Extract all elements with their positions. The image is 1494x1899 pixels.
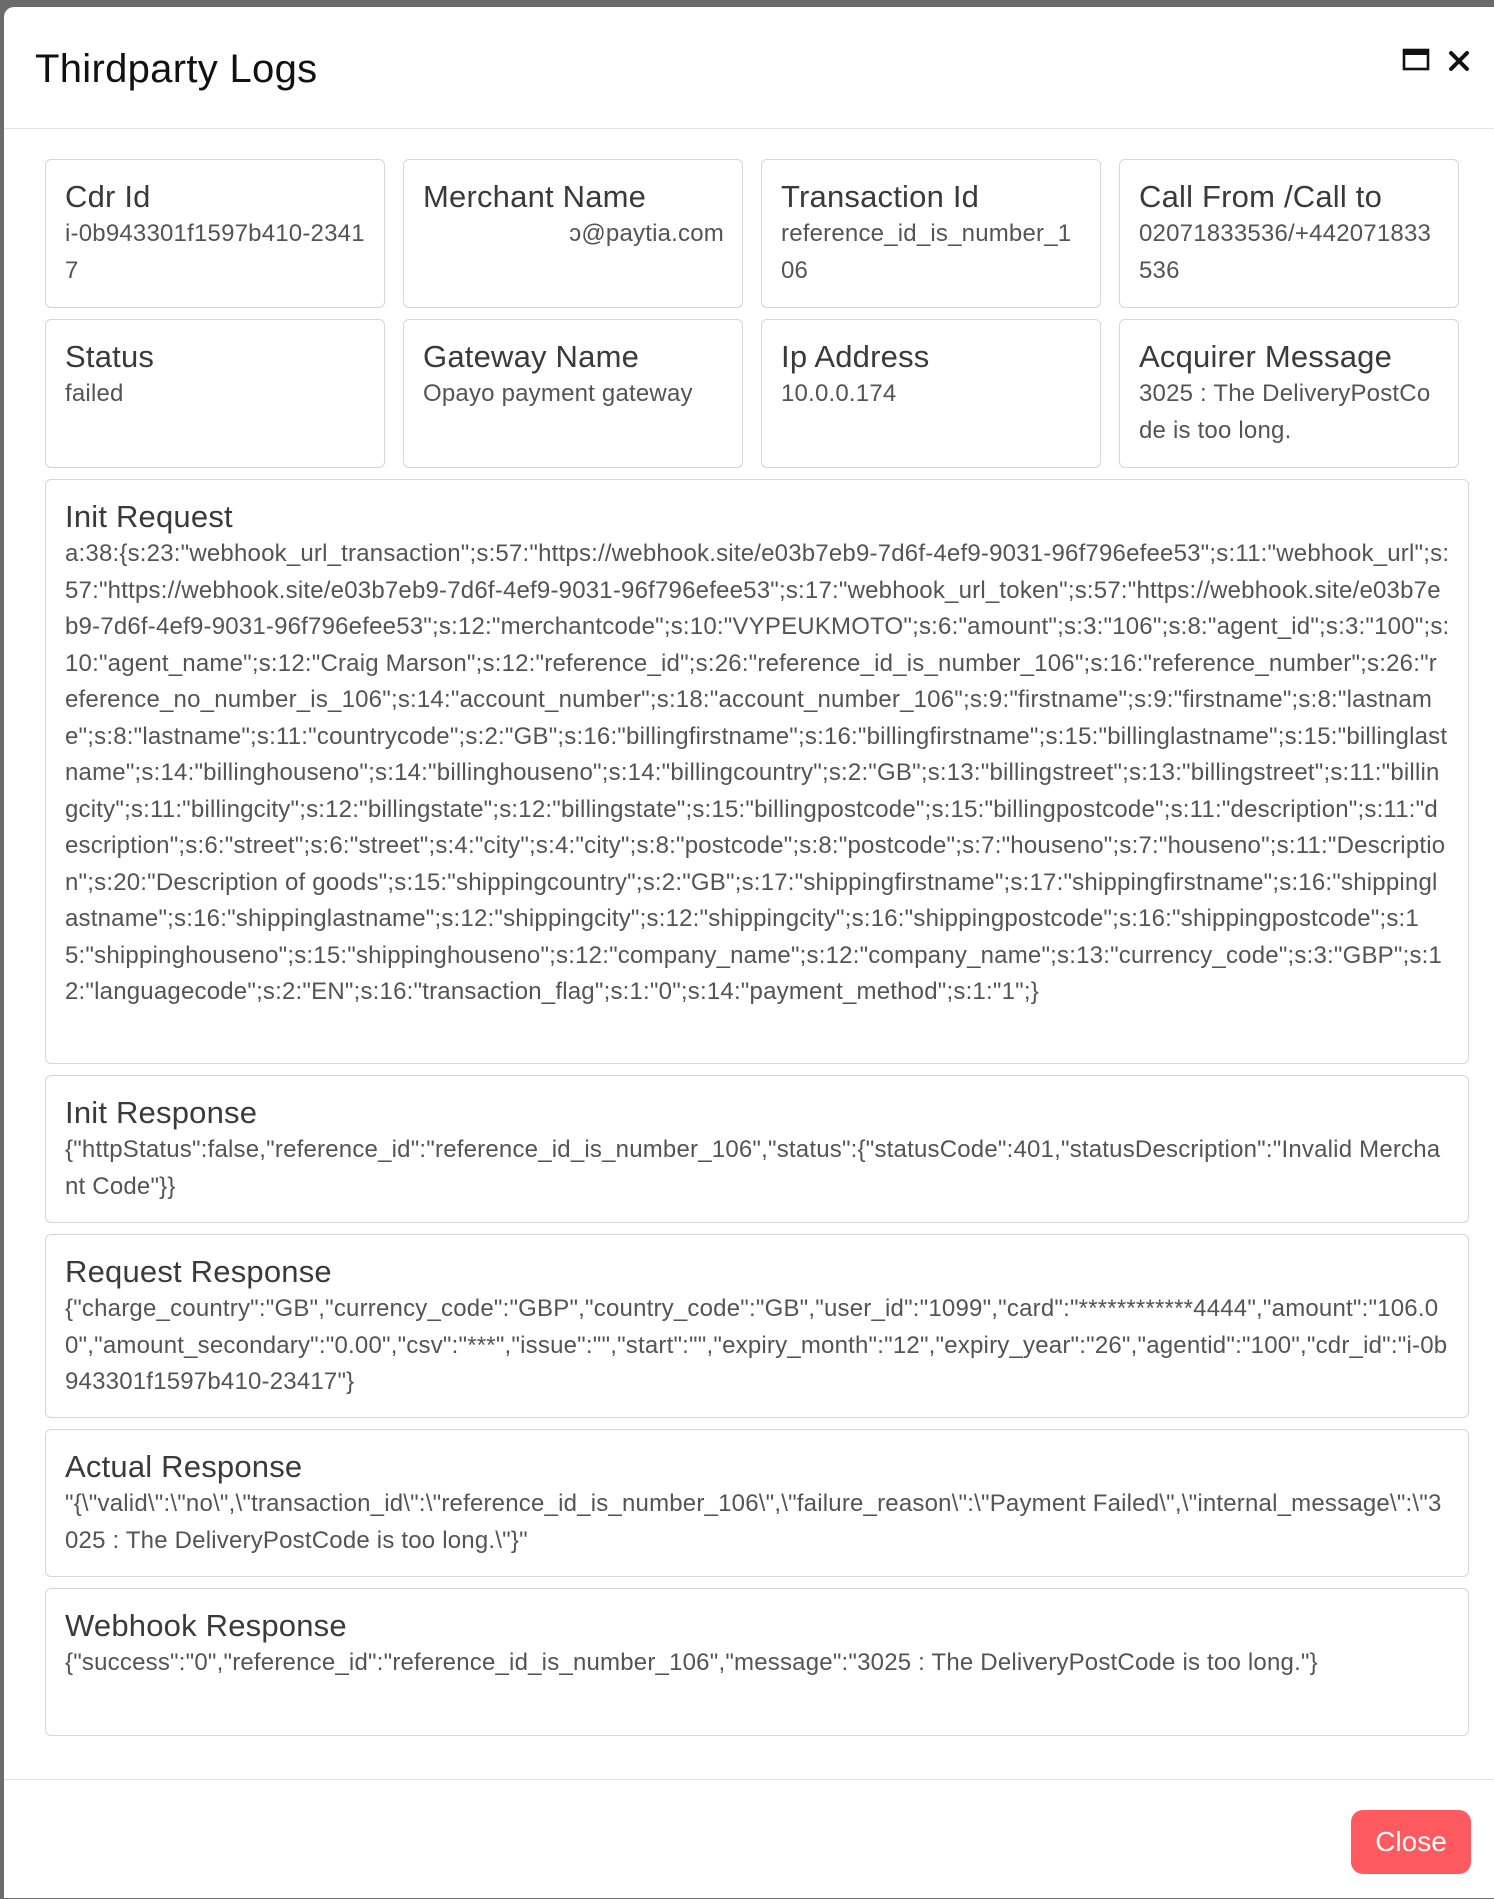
merchant-name-value: ɔ@paytia.com (569, 220, 724, 247)
status-card (45, 319, 385, 468)
acquirer-message-card (1119, 319, 1459, 468)
status-label: Status (65, 339, 155, 374)
call-from-to-card (1119, 159, 1459, 308)
modal-footer (4, 1779, 1494, 1899)
request-response-value: {"charge_country":"GB","currency_code":"GBP","country_code":"GB","user_id":"1099","card":"************4444","amount":"106.00","amount_secondary":"0.00","csv":"***","issue":"","start":"","expiry_month":"12","expiry_year":"26","agentid":"100","cdr_id":"i-0b943301f1597b410-23417"} (65, 1295, 1448, 1395)
ip-address-card (761, 319, 1101, 468)
request-response-card (45, 1234, 1469, 1418)
call-from-to-label: Call From /Call to (1139, 179, 1383, 214)
cdr-id-label: Cdr Id (65, 179, 151, 214)
gateway-name-card (403, 319, 743, 468)
actual-response-card (45, 1429, 1469, 1577)
transaction-id-value: reference_id_is_number_106 (781, 220, 1072, 284)
ip-address-label: Ip Address (781, 339, 930, 374)
cdr-id-card (45, 159, 385, 308)
modal-header (4, 7, 1494, 129)
transaction-id-label: Transaction Id (781, 179, 980, 214)
modal-body (45, 159, 1469, 1736)
summary-grid (45, 159, 1469, 468)
transaction-id-card (761, 159, 1101, 308)
merchant-name-label: Merchant Name (423, 179, 647, 214)
status-value: failed (65, 380, 124, 407)
ip-address-value: 10.0.0.174 (781, 380, 897, 407)
webhook-response-card (45, 1588, 1469, 1736)
actual-response-value: "{\"valid\":\"no\",\"transaction_id\":\"reference_id_is_number_106\",\"failure_reason\":\"Payment Failed\",\"internal_message\":\"3025 : The DeliveryPostCode is too long.\"}" (65, 1490, 1442, 1554)
gateway-name-label: Gateway Name (423, 339, 640, 374)
maximize-icon[interactable] (1401, 45, 1431, 75)
actual-response-label: Actual Response (65, 1449, 303, 1484)
webhook-response-label: Webhook Response (65, 1608, 347, 1643)
init-response-label: Init Response (65, 1095, 258, 1130)
cdr-id-value: i-0b943301f1597b410-23417 (65, 220, 365, 284)
init-request-value: a:38:{s:23:"webhook_url_transaction";s:57:"https://webhook.site/e03b7eb9-7d6f-4ef9-9031-96f796efee53";s:11:"webhook_url";s:57:"https://webhook.site/e03b7eb9-7d6f-4ef9-9031-96f796efee53";s:17:"webhook_url_token";s:57:"https://webhook.site/e03b7eb9-7d6f-4ef9-9031-96f796efee53";s:12:"merchantcode";s:10:"VYPEUKMOTO";s:6:"amount";s:3:"106";s:8:"agent_id";s:3:"100";s:10:"agent_name";s:12:"Craig Marson";s:12:"reference_id";s:26:"reference_id_is_number_106";s:16:"reference_number";s:26:"reference_no_number_is_106";s:14:"account_number";s:18:"account_number_106";s:9:"firstname";s:9:"firstname";s:8:"lastname";s:8:"lastname";s:11:"countrycode";s:2:"GB";s:16:"billingfirstname";s:16:"billingfirstname";s:15:"billinglastname";s:15:"billinglastname";s:14:"billinghouseno";s:14:"billinghouseno";s:14:"billingcountry";s:2:"GB";s:13:"billingstreet";s:13:"billingstreet";s:11:"billingcity";s:11:"billingcity";s:12:"billingstate";s:12:"billingstate";s:15:"billingpostcode";s:15:"billingpostcode";s:11:"description";s:11:"description";s:6:"street";s:6:"street";s:4:"city";s:4:"city";s:8:"postcode";s:8:"postcode";s:7:"houseno";s:7:"houseno";s:11:"Description";s:20:"Description of goods";s:15:"shippingcountry";s:2:"GB";s:17:"shippingfirstname";s:17:"shippingfirstname";s:16:"shippinglastname";s:16:"shippinglastname";s:12:"shippingcity";s:12:"shippingcity";s:16:"shippingpostcode";s:16:"shippingpostcode";s:15:"shippinghouseno";s:15:"shippinghouseno";s:12:"company_name";s:12:"company_name";s:13:"currency_code";s:3:"GBP";s:12:"languagecode";s:2:"EN";s:16:"transaction_flag";s:1:"0";s:14:"payment_method";s:1:"1";} (65, 540, 1450, 1005)
request-response-label: Request Response (65, 1254, 332, 1289)
init-request-label: Init Request (65, 499, 233, 534)
init-request-card (45, 479, 1469, 1064)
init-response-value: {"httpStatus":false,"reference_id":"reference_id_is_number_106","status":{"statusCode":401,"statusDescription":"Invalid Merchant Code"}} (65, 1136, 1441, 1200)
close-icon[interactable] (1444, 45, 1474, 75)
modal-title: Thirdparty Logs (35, 47, 318, 91)
acquirer-message-label: Acquirer Message (1139, 339, 1393, 374)
call-from-to-value: 02071833536/+442071833536 (1139, 220, 1432, 284)
init-response-card (45, 1075, 1469, 1223)
gateway-name-value: Opayo payment gateway (423, 380, 693, 407)
thirdparty-logs-modal (4, 7, 1494, 1898)
acquirer-message-value: 3025 : The DeliveryPostCode is too long. (1139, 380, 1431, 444)
merchant-name-card (403, 159, 743, 308)
close-button[interactable]: Close (1351, 1810, 1471, 1874)
webhook-response-value: {"success":"0","reference_id":"reference_id_is_number_106","message":"3025 : The DeliveryPostCode is too long."} (65, 1649, 1318, 1676)
